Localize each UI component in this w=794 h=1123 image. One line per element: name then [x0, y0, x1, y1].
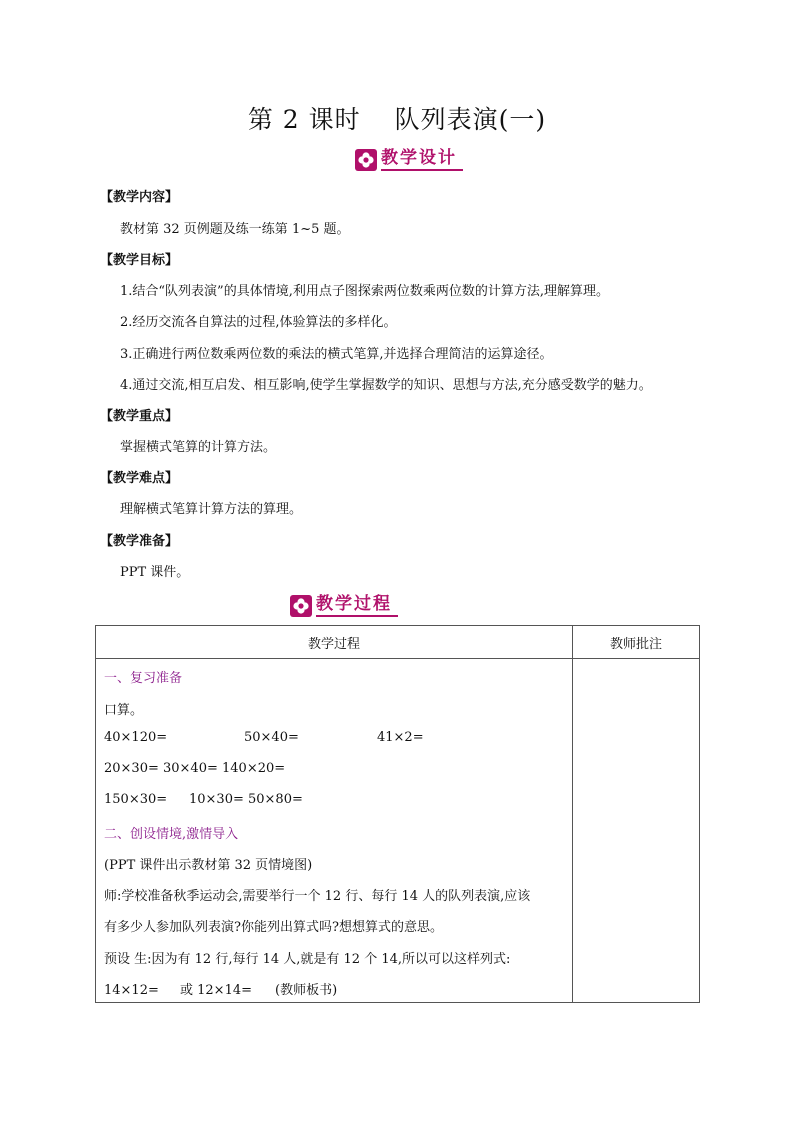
flower-logo-icon	[355, 149, 377, 171]
oral-label: 口算。	[104, 703, 144, 718]
teacher-notes-cell	[573, 659, 700, 1003]
formula-line	[104, 979, 337, 998]
lesson-number: 第 2 课时	[247, 105, 361, 134]
goal-item: 3.正确进行两位数乘两位数的乘法的横式笔算,并选择合理简洁的运算途径。	[120, 347, 553, 362]
flower-logo-icon	[290, 595, 312, 617]
ppt-note: (PPT 课件出示教材第 32 页情境图)	[104, 858, 313, 873]
teaching-process-table	[95, 625, 700, 1003]
calc-item: 50×40=	[244, 730, 299, 745]
difficulty-heading: 【教学难点】	[100, 471, 179, 486]
formula-note: (教师板书)	[275, 983, 338, 998]
calc-row-3	[104, 792, 303, 807]
formula-item: 14×12=	[104, 983, 159, 998]
key-heading: 【教学重点】	[100, 409, 179, 424]
process-banner-label: 教学过程	[316, 594, 398, 617]
design-banner	[355, 148, 463, 171]
design-banner-label: 教学设计	[381, 148, 463, 171]
process-banner	[290, 594, 398, 617]
calc-item: 150×30=	[104, 792, 168, 807]
prep-heading: 【教学准备】	[100, 534, 179, 549]
formula-item: 或 12×14=	[180, 983, 253, 998]
lesson-topic: 队列表演(一)	[394, 105, 547, 134]
goal-item: 1.结合“队列表演”的具体情境,利用点子图探索两位数乘两位数的计算方法,理解算理。	[120, 284, 609, 299]
goal-item: 2.经历交流各自算法的过程,体验算法的多样化。	[120, 315, 397, 330]
preset-line: 预设 生:因为有 12 行,每行 14 人,就是有 12 个 14,所以可以这样列式:	[104, 952, 511, 967]
calc-item: 40×120=	[104, 730, 168, 745]
part2-title: 二、创设情境,激情导入	[104, 827, 239, 842]
difficulty-text: 理解横式笔算计算方法的算理。	[120, 502, 303, 517]
header-teacher-notes: 教师批注	[573, 626, 700, 659]
part1-title: 一、复习准备	[104, 671, 183, 686]
key-text: 掌握横式笔算的计算方法。	[120, 440, 277, 455]
calc-row-2: 20×30= 30×40= 140×20=	[104, 761, 286, 776]
header-process: 教学过程	[96, 626, 573, 659]
calc-item: 41×2=	[377, 730, 424, 745]
page-title	[0, 100, 794, 136]
process-cell	[96, 659, 573, 1003]
goals-heading: 【教学目标】	[100, 253, 179, 268]
prep-text: PPT 课件。	[120, 565, 190, 580]
goal-item: 4.通过交流,相互启发、相互影响,使学生掌握数学的知识、思想与方法,充分感受数学的魅力。	[120, 378, 652, 393]
content-text: 教材第 32 页例题及练一练第 1~5 题。	[120, 222, 350, 237]
calc-item: 10×30= 50×80=	[189, 792, 303, 807]
calc-row-1	[104, 730, 424, 745]
teacher-line: 有多少人参加队列表演?你能列出算式吗?想想算式的意思。	[104, 920, 443, 935]
teacher-line: 师:学校准备秋季运动会,需要举行一个 12 行、每行 14 人的队列表演,应该	[104, 889, 531, 904]
content-heading: 【教学内容】	[100, 190, 179, 205]
